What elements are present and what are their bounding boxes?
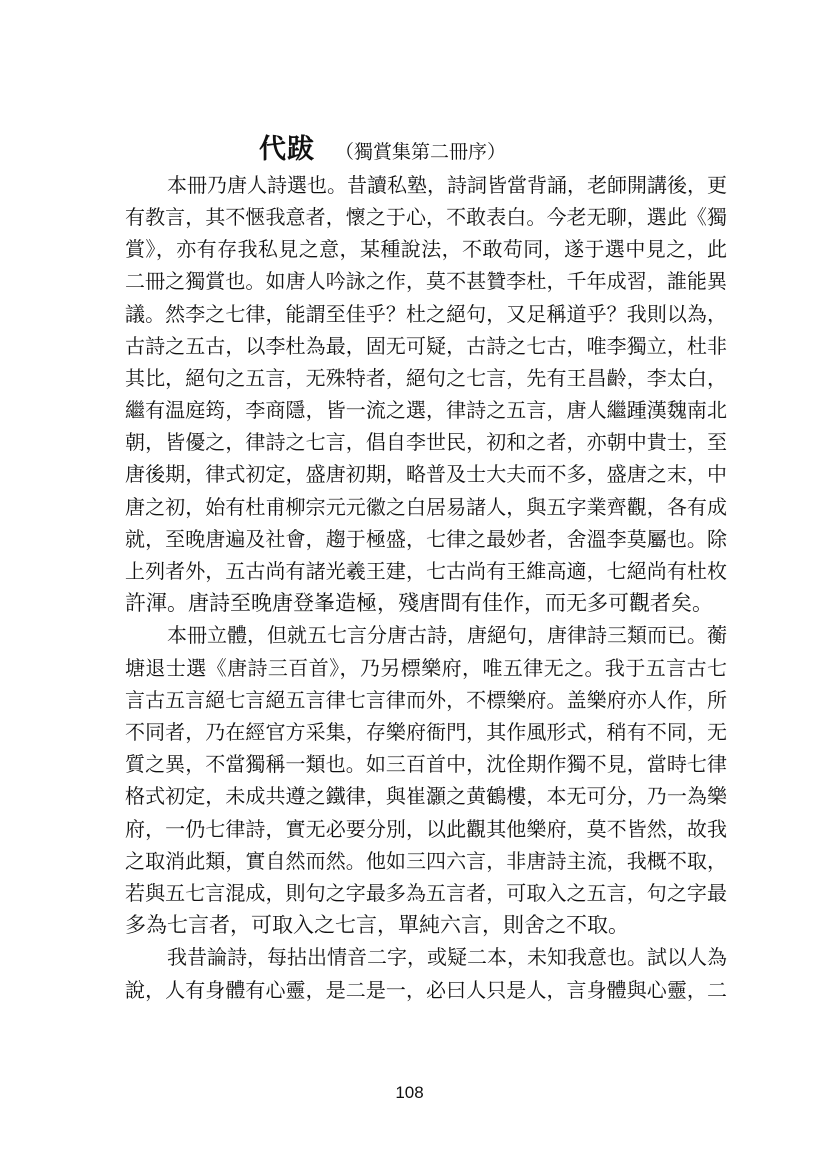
- text-line: 我昔論詩，每拈出情音二字，或疑二本，未知我意也。試以人為: [167, 945, 727, 969]
- page-title: 代跋: [259, 134, 315, 165]
- text-line: 本冊立體，但就五七言分唐古詩，唐絕句，唐律詩三類而已。蘅: [167, 623, 727, 647]
- text-line: 言古五言絕七言絕五言律七言律而外，不標樂府。盖樂府亦人作，所: [125, 688, 727, 712]
- text-line: 議。然李之七律，能謂至佳乎？杜之絕句，又足稱道乎？我則以為，: [125, 302, 727, 326]
- text-line: 上列者外，五古尚有諸光羲王建，七古尚有王維高適，七絕尚有杜枚: [125, 559, 727, 583]
- text-line: 其比，絕句之五言，无殊特者，絕句之七言，先有王昌齡，李太白，: [125, 366, 727, 390]
- text-line: 賞》，亦有存我私見之意，某種說法，不敢苟同，遂于選中見之，此: [125, 237, 727, 261]
- text-line: 唐後期，律式初定，盛唐初期，略普及士大夫而不多，盛唐之末，中: [125, 462, 727, 486]
- text-line: 若與五七言混成，則句之字最多為五言者，可取入之五言，句之字最: [125, 881, 727, 905]
- text-line: 格式初定，未成共遵之鐵律，與崔灝之黄鶴樓，本无可分，乃一為樂: [125, 784, 727, 808]
- text-line: 有教言，其不愜我意者，懷之于心，不敢表白。今老无聊，選此《獨: [125, 205, 727, 229]
- text-line: 府，一仍七律詩，實无必要分別，以此觀其他樂府，莫不皆然，故我: [125, 817, 727, 841]
- text-line: 質之異，不當獨稱一類也。如三百首中，沈佺期作獨不見，當時七律: [125, 752, 727, 776]
- text-line: 不同者，乃在經官方采集，存樂府衙門，其作風形式，稍有不同，无: [125, 720, 727, 744]
- text-line: 古詩之五古，以李杜為最，固无可疑，古詩之七古，唯李獨立，杜非: [125, 334, 727, 358]
- text-line: 二冊之獨賞也。如唐人吟詠之作，莫不甚贊李杜，千年成習，誰能異: [125, 269, 727, 293]
- text-line: 之取消此類，實自然而然。他如三四六言，非唐詩主流，我概不取，: [125, 849, 727, 873]
- text-line: 本冊乃唐人詩選也。昔讀私塾，詩詞皆當背誦，老師開講後，更: [167, 173, 727, 197]
- text-line: 許渾。唐詩至晚唐登峯造極，殘唐間有佳作，而无多可觀者矣。: [125, 591, 713, 615]
- text-line: 朝，皆優之，律詩之七言，倡自李世民，初和之者，亦朝中貴士，至: [125, 430, 727, 454]
- page-subtitle: （獨賞集第二冊序）: [335, 141, 507, 163]
- text-line: 多為七言者，可取入之七言，單純六言，則舍之不取。: [125, 913, 629, 937]
- title-block: [259, 127, 506, 167]
- page-number: 108: [395, 1083, 424, 1102]
- text-line: 繼有温庭筠，李商隱，皆一流之選，律詩之五言，唐人繼踵漢魏南北: [125, 398, 727, 422]
- text-line: 就，至晚唐遍及社會，趨于極盛，七律之最妙者，舍溫李莫屬也。除: [125, 527, 727, 551]
- text-line: 塘退士選《唐詩三百首》，乃另標樂府，唯五律无之。我于五言古七: [125, 656, 727, 680]
- text-line: 說，人有身體有心靈，是二是一，必曰人只是人，言身體與心靈，二: [125, 978, 727, 1002]
- text-line: 唐之初，始有杜甫柳宗元元徽之白居易諸人，與五字業齊觀，各有成: [125, 495, 727, 519]
